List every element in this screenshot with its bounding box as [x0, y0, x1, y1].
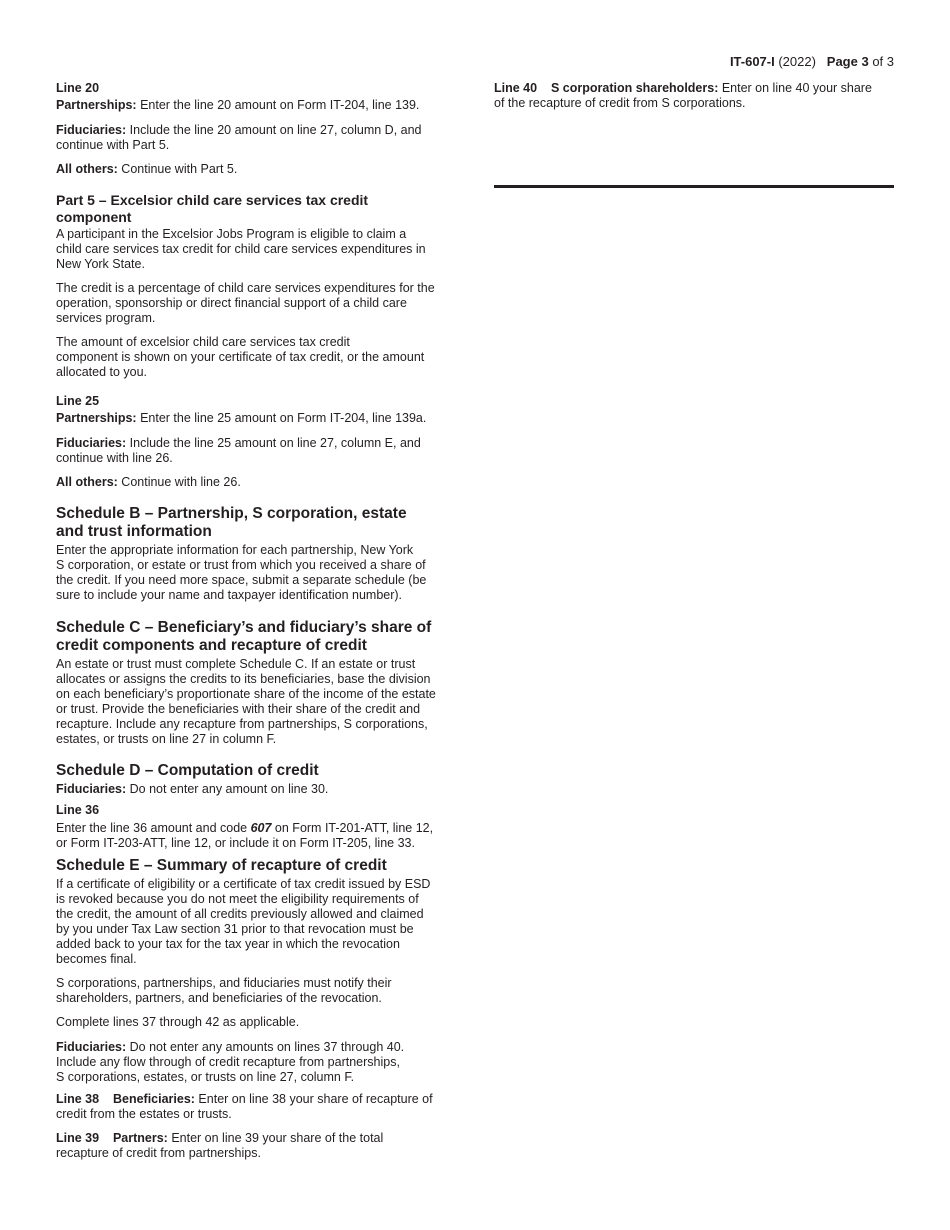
lead: Fiduciaries: — [56, 1040, 127, 1054]
lead: Fiduciaries: — [56, 436, 127, 450]
text: Enter the line 25 amount on Form IT-204, line 139a. — [136, 411, 427, 425]
schedule-d-fiduciaries — [56, 782, 466, 797]
text: Enter on line 40 your share of the recapture of credit from S corporations. — [494, 81, 872, 110]
lead: Partnerships: — [56, 98, 137, 112]
text: Enter the line 20 amount on Form IT-204, line 139. — [136, 98, 420, 112]
lead: Partnerships: — [56, 411, 137, 425]
lead: Fiduciaries: — [56, 782, 127, 796]
line40 — [494, 81, 894, 111]
schedule-e-para-2: S corporations, partnerships, and fiduciaries must notify their shareholders, partners, and beneficiaries of the revocation. — [56, 976, 392, 1005]
line36-para — [56, 821, 466, 851]
text: on Form IT-201-ATT, line 12, or Form IT-203-ATT, line 12, or include it on Form IT-205, line 33. — [56, 821, 434, 850]
part5-para-1: A participant in the Excelsior Jobs Program is eligible to claim a child care services tax credit for child care services expenditures in New York State. — [56, 227, 426, 271]
part5-para-2: The credit is a percentage of child care services expenditures for the operation, sponsorship or direct financial support of a child care services program. — [56, 281, 435, 325]
part5-heading: Part 5 – Excelsior child care services tax credit component — [56, 192, 369, 225]
line20-fiduciaries — [56, 123, 466, 153]
section-divider — [494, 185, 894, 188]
credit-code: 607 — [250, 821, 272, 835]
schedule-c-para: An estate or trust must complete Schedule C. If an estate or trust allocates or assigns the credits to its beneficiaries, base the division on each beneficiary’s proportionate share of the income of the estate or trust. Provide the beneficiaries with their share of the credit and recapture. Include any recapture from partnerships, S corporations, estates, or trusts on line 27 in column F. — [56, 657, 436, 746]
text: Enter the line 36 amount and code — [56, 821, 251, 835]
lead: All others: — [56, 162, 118, 176]
text: Do not enter any amount on line 30. — [126, 782, 329, 796]
text: Continue with Part 5. — [117, 162, 238, 176]
line25-fiduciaries — [56, 436, 466, 466]
page-of: of 3 — [868, 54, 894, 69]
text: Enter on line 39 your share of the total recapture of credit from partnerships. — [56, 1131, 384, 1160]
line39 — [56, 1131, 466, 1161]
part5-para-3: The amount of excelsior child care services tax credit component is shown on your certificate of tax credit, or the amount allocated to you. — [56, 335, 425, 379]
line20-partnerships — [56, 98, 466, 113]
schedule-b-para: Enter the appropriate information for each partnership, New York S corporation, or estate or trust from which you received a share of the credit. If you need more space, submit a separate schedule (be sure to include your name and taxpayer identification number). — [56, 543, 427, 602]
schedule-d-heading: Schedule D – Computation of credit — [56, 762, 319, 779]
line38 — [56, 1092, 466, 1122]
form-number: IT-607-I — [729, 54, 775, 69]
page-header — [730, 54, 894, 69]
lead: Line 38 Beneficiaries: — [56, 1092, 195, 1106]
text: Include the line 25 amount on line 27, column E, and continue with line 26. — [56, 436, 421, 465]
line20-others — [56, 162, 466, 177]
schedule-e-para-1: If a certificate of eligibility or a certificate of tax credit issued by ESD is revoked because you do not meet the eligibility requirements of the credit, the amount of all credits previously allowed and claimed by you under Tax Law section 31 prior to that revocation must be added back to your tax for the tax year in which the revocation becomes final. — [56, 877, 431, 966]
text: Do not enter any amounts on lines 37 through 40. Include any flow through of credit recapture from partnerships, S corporations, estates, or trusts on line 27, column F. — [56, 1040, 405, 1084]
line25-others — [56, 475, 466, 490]
line25-partnerships — [56, 411, 466, 426]
schedule-b-heading: Schedule B – Partnership, S corporation, estate and trust information — [56, 505, 407, 540]
line36-title: Line 36 — [56, 803, 100, 817]
line25-title: Line 25 — [56, 394, 100, 408]
form-year: (2022) — [774, 54, 816, 69]
lead: Line 39 Partners: — [56, 1131, 168, 1145]
schedule-e-heading: Schedule E – Summary of recapture of credit — [56, 857, 387, 874]
text: Enter on line 38 your share of recapture of credit from the estates or trusts. — [56, 1092, 433, 1121]
line20-title: Line 20 — [56, 81, 100, 95]
lead: Fiduciaries: — [56, 123, 127, 137]
text: Continue with line 26. — [117, 475, 241, 489]
schedule-e-para-3: Complete lines 37 through 42 as applicable. — [56, 1015, 300, 1029]
page-label: Page 3 — [826, 54, 869, 69]
lead: All others: — [56, 475, 118, 489]
text: Include the line 20 amount on line 27, column D, and continue with Part 5. — [56, 123, 422, 152]
schedule-c-heading: Schedule C – Beneficiary’s and fiduciary’s share of credit components and recapture of credit — [56, 619, 432, 654]
lead: Line 40 S corporation shareholders: — [494, 81, 719, 95]
schedule-e-fiduciaries — [56, 1040, 466, 1085]
